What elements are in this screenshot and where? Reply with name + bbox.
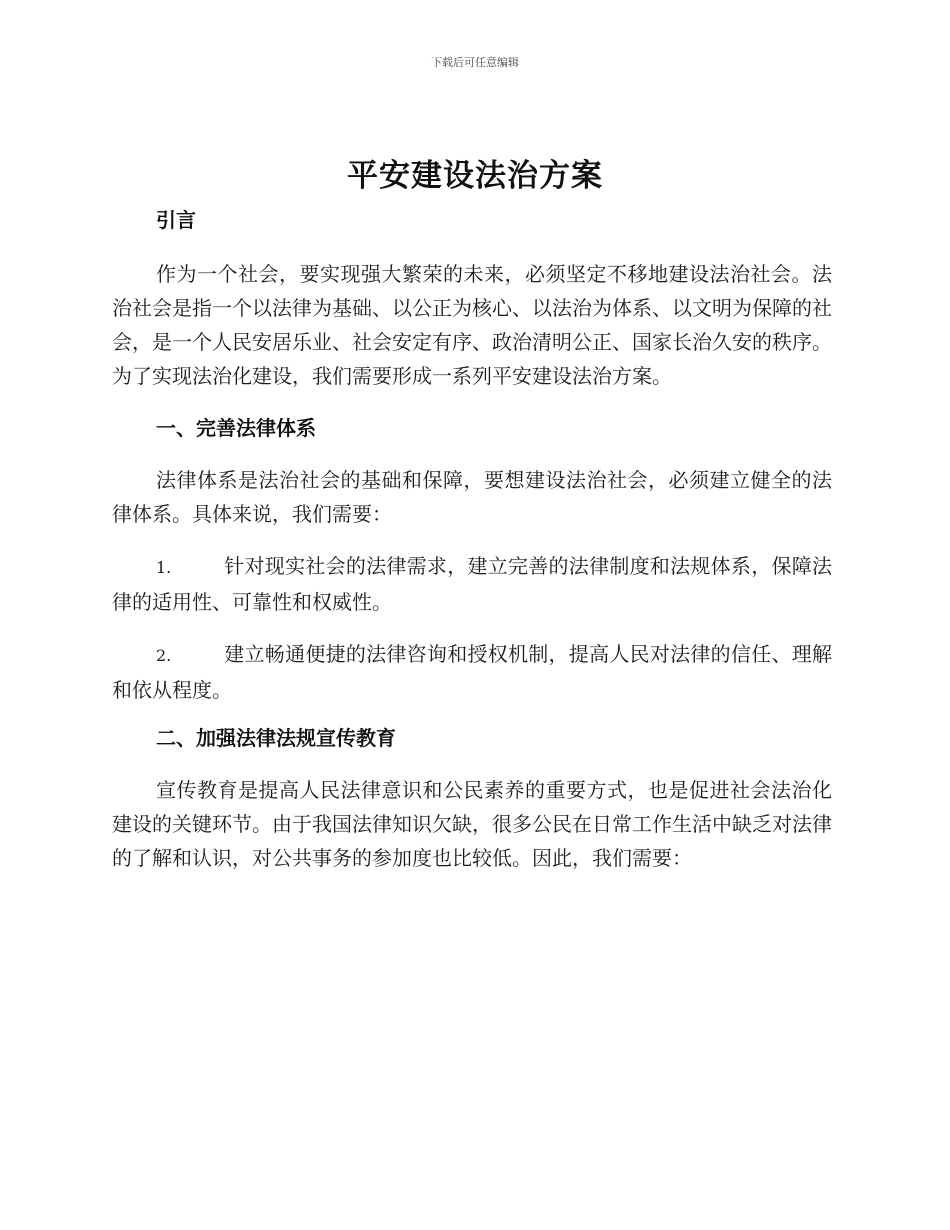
header-note: 下载后可任意编辑 <box>431 56 519 69</box>
list-item <box>112 549 832 619</box>
list-item-text: 建立畅通便捷的法律咨询和授权机制，提高人民对法律的信任、理解和依从程度。 <box>112 642 832 702</box>
intro-paragraph: 作为一个社会，要实现强大繁荣的未来，必须坚定不移地建设法治社会。法治社会是指一个以法律为基础、以公正为核心、以法治为体系、以文明为保障的社会，是一个人民安居乐业、社会安定有序、政治清明公正、国家长治久安的秩序。为了实现法治化建设，我们需要形成一系列平安建设法治方案。 <box>112 262 832 388</box>
document-body <box>112 203 832 875</box>
list-item-text: 针对现实社会的法律需求，建立完善的法律制度和法规体系，保障法律的适用性、可靠性和权威性。 <box>112 554 832 614</box>
document-title: 平安建设法治方案 <box>347 158 603 194</box>
section-2-paragraph: 宣传教育是提高人民法律意识和公民素养的重要方式，也是促进社会法治化建设的关键环节。由于我国法律知识欠缺，很多公民在日常工作生活中缺乏对法律的了解和认识，对公共事务的参加度也比较低。因此，我们需要： <box>112 778 832 870</box>
list-item-number: 1. <box>156 558 172 577</box>
list-item-number: 2. <box>156 646 172 665</box>
intro-heading: 引言 <box>156 208 196 232</box>
list-item <box>112 637 832 707</box>
section-1-paragraph: 法律体系是法治社会的基础和保障，要想建设法治社会，必须建立健全的法律体系。具体来说，我们需要： <box>112 468 832 526</box>
section-1-heading: 一、完善法律体系 <box>156 416 316 440</box>
section-2-heading: 二、加强法律法规宣传教育 <box>156 726 396 750</box>
